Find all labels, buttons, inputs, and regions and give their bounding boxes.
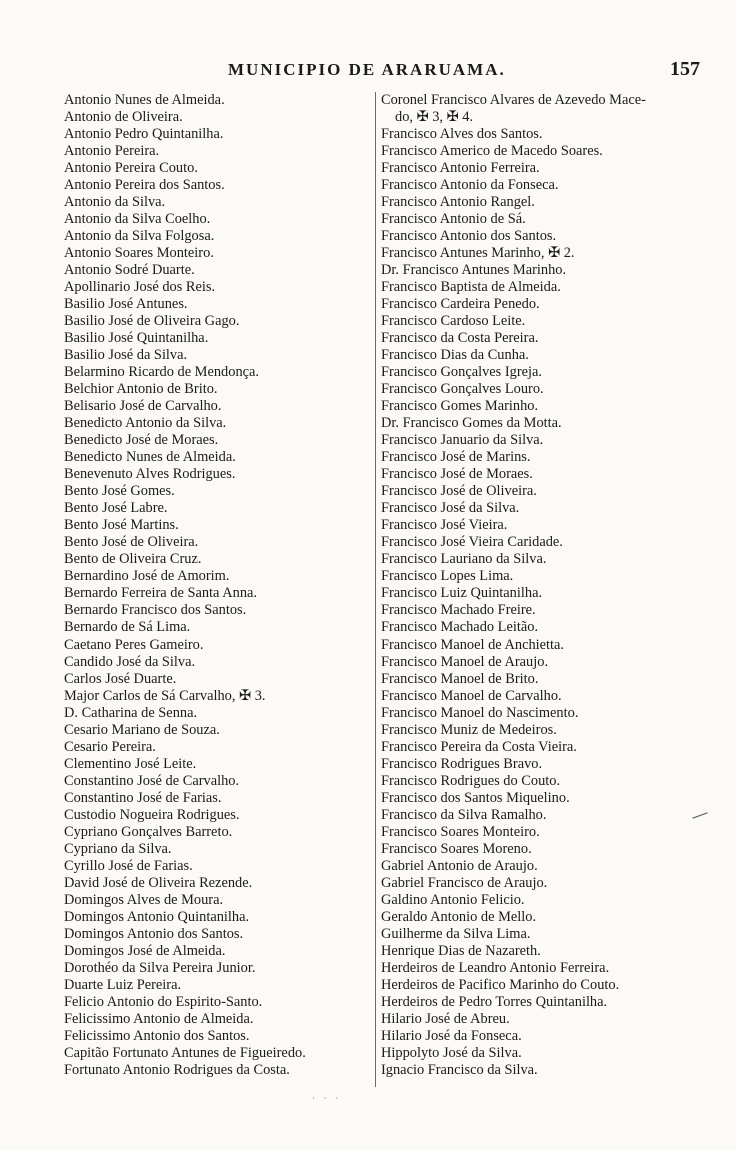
list-entry: Francisco Antunes Marinho, ✠ 2. xyxy=(381,245,575,262)
list-entry: Bento José Gomes. xyxy=(64,483,175,500)
list-entry: Herdeiros de Leandro Antonio Ferreira. xyxy=(381,959,610,976)
list-entry: Carlos José Duarte. xyxy=(64,670,177,687)
list-entry: Constantino José de Farias. xyxy=(64,789,222,806)
page-title: MUNICIPIO DE ARARUAMA. xyxy=(228,60,506,79)
list-entry: Fortunato Antonio Rodrigues da Costa. xyxy=(64,1061,290,1078)
list-entry: Gabriel Antonio de Araujo. xyxy=(381,857,538,874)
list-entry: Francisco Antonio Ferreira. xyxy=(381,160,540,177)
list-entry: Felicissimo Antonio dos Santos. xyxy=(64,1027,250,1044)
list-entry: Francisco Cardoso Leite. xyxy=(381,313,526,330)
column-divider xyxy=(375,92,376,1087)
list-entry: Galdino Antonio Felicio. xyxy=(381,891,525,908)
list-entry: Basilio José da Silva. xyxy=(64,347,188,364)
list-entry: Francisco José Vieira Caridade. xyxy=(381,534,563,551)
list-entry: Francisco Rodrigues do Couto. xyxy=(381,772,561,789)
list-entry: Francisco Dias da Cunha. xyxy=(381,347,529,364)
list-entry: Antonio da Silva. xyxy=(64,194,166,211)
list-entry: Francisco Manoel de Brito. xyxy=(381,670,539,687)
list-entry: Francisco Gonçalves Louro. xyxy=(381,381,544,398)
list-entry: Basilio José Quintanilha. xyxy=(64,330,209,347)
list-entry: Francisco Manoel do Nascimento. xyxy=(381,704,579,721)
list-entry: Gabriel Francisco de Araujo. xyxy=(381,874,548,891)
list-entry: Francisco José de Moraes. xyxy=(381,466,533,483)
list-entry: Francisco José de Marins. xyxy=(381,449,531,466)
list-entry: Geraldo Antonio de Mello. xyxy=(381,908,537,925)
list-entry: Felicio Antonio do Espirito-Santo. xyxy=(64,993,263,1010)
list-entry: Constantino José de Carvalho. xyxy=(64,772,240,789)
list-entry: Antonio da Silva Folgosa. xyxy=(64,228,215,245)
list-entry: Francisco da Costa Pereira. xyxy=(381,330,539,347)
list-entry: Cypriano Gonçalves Barreto. xyxy=(64,823,233,840)
list-entry: Francisco da Silva Ramalho. xyxy=(381,806,547,823)
list-entry: Dr. Francisco Antunes Marinho. xyxy=(381,262,567,279)
list-entry: Domingos José de Almeida. xyxy=(64,942,226,959)
list-entry: Bento José Martins. xyxy=(64,517,179,534)
list-entry: Dorothéo da Silva Pereira Junior. xyxy=(64,959,256,976)
list-entry: Hilario José da Fonseca. xyxy=(381,1027,522,1044)
list-entry: Francisco Antonio dos Santos. xyxy=(381,228,557,245)
list-entry: Francisco Cardeira Penedo. xyxy=(381,296,540,313)
list-entry: Francisco Machado Freire. xyxy=(381,602,536,619)
list-entry: Guilherme da Silva Lima. xyxy=(381,925,531,942)
list-entry: Benedicto Antonio da Silva. xyxy=(64,415,227,432)
list-entry: Antonio da Silva Coelho. xyxy=(64,211,211,228)
list-entry: Belchior Antonio de Brito. xyxy=(64,381,218,398)
list-entry: Cyrillo José de Farias. xyxy=(64,857,193,874)
list-entry: Francisco Pereira da Costa Vieira. xyxy=(381,738,577,755)
list-entry: David José de Oliveira Rezende. xyxy=(64,874,253,891)
list-entry: Caetano Peres Gameiro. xyxy=(64,636,204,653)
list-entry: Hippolyto José da Silva. xyxy=(381,1044,522,1061)
list-entry: Domingos Alves de Moura. xyxy=(64,891,224,908)
list-entry: Capitão Fortunato Antunes de Figueiredo. xyxy=(64,1044,306,1061)
list-entry: Francisco Gomes Marinho. xyxy=(381,398,539,415)
list-entry: Francisco Antonio Rangel. xyxy=(381,194,535,211)
footer-dots: · · · xyxy=(312,1094,342,1104)
list-entry: Francisco Muniz de Medeiros. xyxy=(381,721,557,738)
list-entry: Francisco Lauriano da Silva. xyxy=(381,551,547,568)
list-entry: Benevenuto Alves Rodrigues. xyxy=(64,466,236,483)
list-entry: Antonio de Oliveira. xyxy=(64,109,183,126)
list-entry: Coronel Francisco Alvares de Azevedo Mace- xyxy=(381,92,646,108)
list-entry: Francisco Machado Leitão. xyxy=(381,619,539,636)
list-entry: Major Carlos de Sá Carvalho, ✠ 3. xyxy=(64,687,266,704)
list-entry: Domingos Antonio dos Santos. xyxy=(64,925,244,942)
list-entry: Francisco Gonçalves Igreja. xyxy=(381,364,543,381)
list-entry: Antonio Pereira. xyxy=(64,143,160,160)
list-entry: Antonio Nunes de Almeida. xyxy=(64,92,225,108)
list-entry: Antonio Pereira Couto. xyxy=(64,160,198,177)
list-entry: Felicissimo Antonio de Almeida. xyxy=(64,1010,254,1027)
list-entry: Francisco Soares Monteiro. xyxy=(381,823,540,840)
left-column xyxy=(64,92,372,1079)
list-entry: Duarte Luiz Pereira. xyxy=(64,976,182,993)
list-entry: Hilario José de Abreu. xyxy=(381,1010,510,1027)
list-entry: Henrique Dias de Nazareth. xyxy=(381,942,541,959)
list-entry: Bernardo Francisco dos Santos. xyxy=(64,602,247,619)
list-entry: Francisco Soares Moreno. xyxy=(381,840,532,857)
list-entry: D. Catharina de Senna. xyxy=(64,704,198,721)
list-entry: Francisco Luiz Quintanilha. xyxy=(381,585,543,602)
list-entry: Apollinario José dos Reis. xyxy=(64,279,216,296)
list-entry: Antonio Soares Monteiro. xyxy=(64,245,214,262)
list-entry: Basilio José Antunes. xyxy=(64,296,188,313)
list-entry: Bernardo Ferreira de Santa Anna. xyxy=(64,585,258,602)
list-entry: Francisco José da Silva. xyxy=(381,500,520,517)
list-entry: Bernardo de Sá Lima. xyxy=(64,619,191,636)
page-number: 157 xyxy=(670,58,700,80)
list-entry: Francisco dos Santos Miquelino. xyxy=(381,789,570,806)
list-entry: do, ✠ 3, ✠ 4. xyxy=(395,109,474,126)
list-entry: Belarmino Ricardo de Mendonça. xyxy=(64,364,260,381)
list-entry: Benedicto Nunes de Almeida. xyxy=(64,449,236,466)
list-entry: Bento de Oliveira Cruz. xyxy=(64,551,202,568)
list-entry: Cypriano da Silva. xyxy=(64,840,172,857)
list-entry: Francisco José Vieira. xyxy=(381,517,508,534)
list-entry: Francisco Lopes Lima. xyxy=(381,568,514,585)
page-header xyxy=(60,60,700,86)
list-entry: Clementino José Leite. xyxy=(64,755,197,772)
list-entry: Dr. Francisco Gomes da Motta. xyxy=(381,415,562,432)
list-entry: Domingos Antonio Quintanilha. xyxy=(64,908,250,925)
list-entry: Bernardino José de Amorim. xyxy=(64,568,230,585)
list-entry: Bento José de Oliveira. xyxy=(64,534,199,551)
list-entry: Francisco Alves dos Santos. xyxy=(381,126,543,143)
list-entry: Francisco José de Oliveira. xyxy=(381,483,537,500)
list-entry: Antonio Sodré Duarte. xyxy=(64,262,195,279)
list-entry: Antonio Pereira dos Santos. xyxy=(64,177,225,194)
list-entry: Benedicto José de Moraes. xyxy=(64,432,219,449)
list-entry: Bento José Labre. xyxy=(64,500,168,517)
list-entry: Francisco Antonio da Fonseca. xyxy=(381,177,559,194)
list-entry: Francisco Americo de Macedo Soares. xyxy=(381,143,603,160)
right-column xyxy=(381,92,701,1079)
list-entry: Francisco Manoel de Anchietta. xyxy=(381,636,565,653)
list-entry: Francisco Januario da Silva. xyxy=(381,432,544,449)
list-entry: Ignacio Francisco da Silva. xyxy=(381,1061,538,1078)
list-entry: Francisco Rodrigues Bravo. xyxy=(381,755,543,772)
list-entry: Antonio Pedro Quintanilha. xyxy=(64,126,224,143)
list-entry: Francisco Manoel de Carvalho. xyxy=(381,687,562,704)
list-entry: Francisco Antonio de Sá. xyxy=(381,211,526,228)
list-entry: Herdeiros de Pacifico Marinho do Couto. xyxy=(381,976,620,993)
list-entry: Cesario Pereira. xyxy=(64,738,156,755)
list-entry: Custodio Nogueira Rodrigues. xyxy=(64,806,240,823)
list-entry: Herdeiros de Pedro Torres Quintanilha. xyxy=(381,993,608,1010)
list-entry: Candido José da Silva. xyxy=(64,653,196,670)
list-entry: Cesario Mariano de Souza. xyxy=(64,721,220,738)
list-entry: Basilio José de Oliveira Gago. xyxy=(64,313,240,330)
list-entry: Belisario José de Carvalho. xyxy=(64,398,222,415)
list-entry: Francisco Manoel de Araujo. xyxy=(381,653,549,670)
list-entry: Francisco Baptista de Almeida. xyxy=(381,279,561,296)
